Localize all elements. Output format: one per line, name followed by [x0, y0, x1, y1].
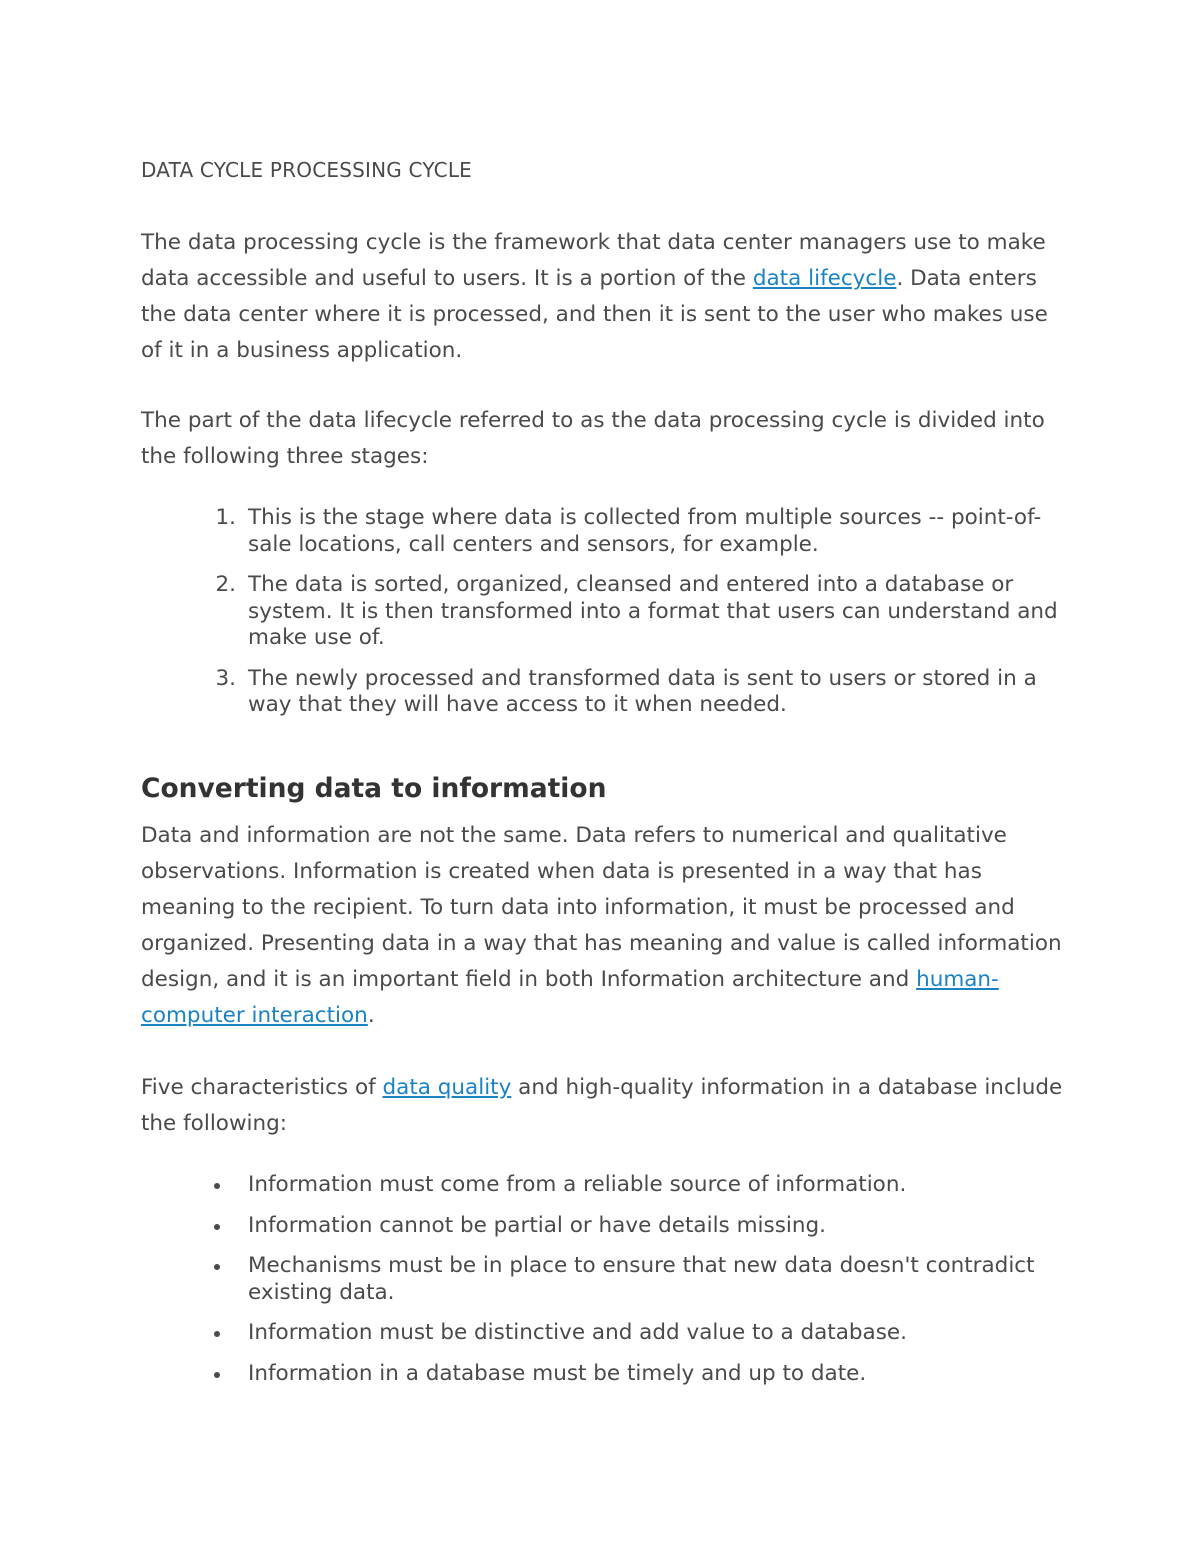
- list-number: 2.: [215, 572, 236, 597]
- list-item: [200, 1320, 1070, 1347]
- list-item: [200, 1172, 1070, 1199]
- stages-intro-paragraph: The part of the data lifecycle referred to as the data processing cycle is divided into the following three stages:: [141, 408, 1045, 469]
- list-item: [200, 1213, 1070, 1240]
- intro-text-start: The data processing cycle is the framework that data center managers use to make data accessible and useful to users. It is a portion of the: [141, 230, 1046, 291]
- section-heading: Converting data to information: [141, 773, 607, 804]
- section-text-start: Data and information are not the same. Data refers to numerical and qualitative observations. Information is created when data is presented in a way that has meaning to the recipient. To turn data into information, it must be processed and organized. Presenting data in a way that has meaning and value is called information design, and it is an important field in both Information architecture and: [141, 823, 1062, 992]
- stages-list: [200, 505, 1070, 733]
- bullet-icon: [214, 1331, 220, 1337]
- stage-text: The data is sorted, organized, cleansed and entered into a database or system. It is then transformed into a format that users can understand and make use of.: [248, 572, 1058, 650]
- bullet-icon: [214, 1264, 220, 1270]
- characteristic-text: Information must come from a reliable source of information.: [248, 1172, 907, 1197]
- intro-text-end: . Data enters the data center where it is processed, and then it is sent to the user who makes use of it in a business application.: [141, 266, 1048, 363]
- bullet-icon: [214, 1183, 220, 1189]
- list-item: [200, 572, 1070, 652]
- quality-intro-paragraph: [141, 1070, 1071, 1142]
- characteristic-text: Information must be distinctive and add value to a database.: [248, 1320, 907, 1345]
- list-item: [200, 1253, 1070, 1306]
- list-item: [200, 505, 1070, 558]
- section-text-end: .: [367, 1003, 375, 1028]
- hci-link[interactable]: human-computer interaction: [141, 967, 999, 1028]
- list-number: 3.: [215, 665, 236, 691]
- quality-text-end: and high-quality information in a database include the following:: [141, 1075, 1063, 1136]
- characteristics-list: [200, 1172, 1070, 1401]
- data-quality-link[interactable]: data quality: [382, 1075, 512, 1100]
- document-title: DATA CYCLE PROCESSING CYCLE: [141, 158, 473, 182]
- data-lifecycle-link[interactable]: data lifecycle: [752, 266, 897, 291]
- list-item: [200, 666, 1070, 719]
- section-paragraph: [141, 818, 1071, 1034]
- characteristic-text: Mechanisms must be in place to ensure that new data doesn't contradict existing data.: [248, 1253, 1035, 1305]
- characteristic-text: Information cannot be partial or have details missing.: [248, 1212, 826, 1238]
- list-number: 1.: [215, 505, 236, 530]
- characteristic-text: Information in a database must be timely and up to date.: [248, 1360, 867, 1386]
- stage-text: The newly processed and transformed data is sent to users or stored in a way that they will have access to it when needed.: [248, 665, 1037, 717]
- intro-paragraph: [141, 225, 1071, 369]
- bullet-icon: [214, 1224, 220, 1230]
- list-item: [200, 1361, 1070, 1388]
- stage-text: This is the stage where data is collected from multiple sources -- point-of-sale locations, call centers and sensors, for example.: [248, 505, 1042, 557]
- bullet-icon: [214, 1372, 220, 1378]
- quality-text-start: Five characteristics of: [141, 1075, 383, 1100]
